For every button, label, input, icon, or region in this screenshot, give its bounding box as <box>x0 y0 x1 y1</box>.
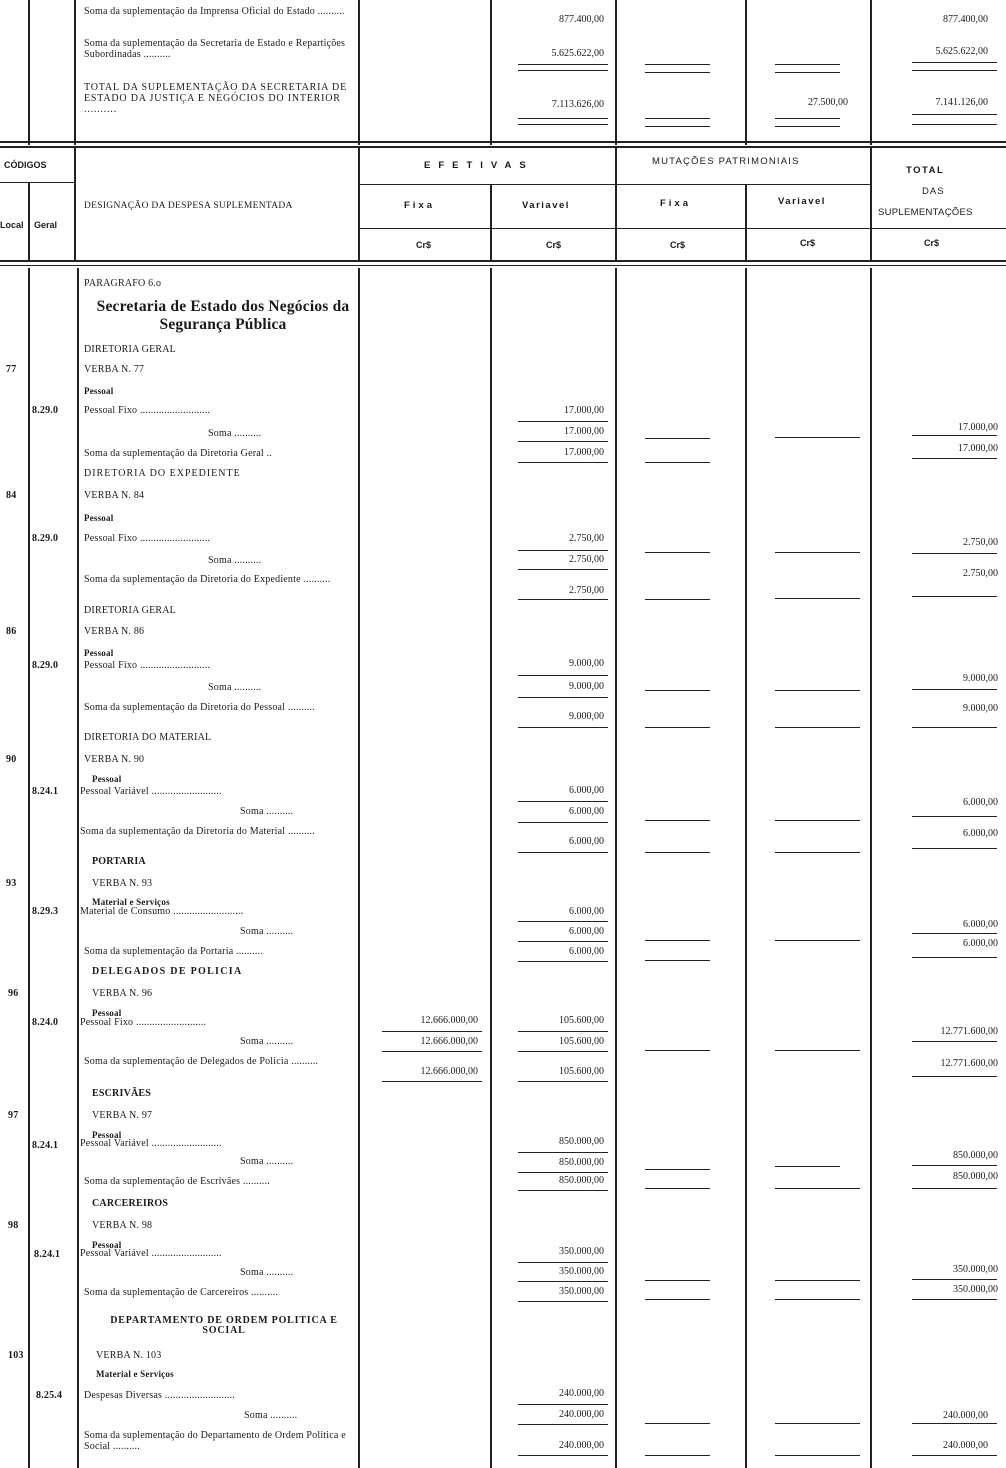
rule <box>518 1081 608 1082</box>
rule <box>775 1299 860 1300</box>
sup-3: Soma da suplementação da Diretoria do Pessoal .......... <box>84 702 315 713</box>
verba-98: VERBA N. 98 <box>92 1220 153 1231</box>
rule <box>912 1041 997 1042</box>
rule <box>518 961 608 962</box>
rule <box>518 64 608 65</box>
rule <box>518 822 608 823</box>
rule <box>358 184 870 185</box>
rule <box>912 933 997 934</box>
mat-consumo-5: Material de Consumo .......................... <box>80 906 244 917</box>
rule <box>775 1166 840 1167</box>
total-2b: 2.750,00 <box>963 568 998 579</box>
header-bottom-rule-2 <box>0 265 1006 266</box>
verba-86: VERBA N. 86 <box>84 626 145 637</box>
rule <box>912 727 997 728</box>
dir-mat-heading: DIRETORIA DO MATERIAL <box>84 732 212 743</box>
sup-9: Soma da suplementação do Departamento de Ordem Politica e Social .......... <box>84 1430 346 1452</box>
rule <box>912 1076 997 1077</box>
top-row-2-variavel: 5.625.622,00 <box>551 48 604 59</box>
sup-var-6: 105.600,00 <box>559 1066 604 1077</box>
pessoal-fixo-6: Pessoal Fixo .......................... <box>80 1017 207 1028</box>
top-row-1-total: 877.400,00 <box>943 14 988 25</box>
hdr-cr-mvar: Cr$ <box>800 238 816 248</box>
hdr-efetivas: EFETIVAS <box>424 160 534 171</box>
soma-3: Soma .......... <box>208 682 262 693</box>
sup-var-8: 350.000,00 <box>559 1286 604 1297</box>
header-bottom-rule <box>0 260 1006 262</box>
top-row-3-label: TOTAL DA SUPLEMENTAÇÃO DA SECRETARIA DE ESTADO DA JUSTIÇA E NEGÓCIOS DO INTERIOR .......... <box>84 82 347 115</box>
total-3a: 9.000,00 <box>963 673 998 684</box>
rule <box>912 848 997 849</box>
rule <box>518 1031 608 1032</box>
rule <box>518 1172 608 1173</box>
total-1a: 17.000,00 <box>958 422 998 433</box>
pessoal-var-4: Pessoal Variável .......................... <box>80 786 222 797</box>
rule <box>645 852 710 853</box>
var-4: 6.000,00 <box>569 785 604 796</box>
code-90: 90 <box>6 754 17 765</box>
pessoal-3: Pessoal <box>84 648 114 658</box>
dir-geral2-heading: DIRETORIA GERAL <box>84 605 176 616</box>
soma-var-1: 17.000,00 <box>564 426 604 437</box>
sup-4: Soma da suplementação da Diretoria do Material .......... <box>80 826 315 837</box>
rule <box>912 114 997 115</box>
rule <box>358 228 870 229</box>
section-separator-2 <box>0 146 1006 148</box>
hdr-line-mvar <box>745 184 747 262</box>
rule <box>518 124 608 125</box>
sup-var-3: 9.000,00 <box>569 711 604 722</box>
soma-var-4: 6.000,00 <box>569 806 604 817</box>
geral-code-1: 8.29.0 <box>32 405 59 416</box>
rule <box>775 118 840 119</box>
var-2: 2.750,00 <box>569 533 604 544</box>
rule <box>518 1424 608 1425</box>
code-84: 84 <box>6 490 17 501</box>
pessoal-var-7: Pessoal Variável .......................... <box>80 1138 222 1149</box>
rule <box>912 553 997 554</box>
geral-code-8: 8.24.1 <box>34 1249 61 1260</box>
total-8b: 350.000,00 <box>953 1284 998 1295</box>
rule <box>645 690 710 691</box>
rule <box>912 816 997 817</box>
rule <box>912 1455 997 1456</box>
geral-code-7: 8.24.1 <box>32 1140 59 1151</box>
rule <box>912 458 997 459</box>
hdr-mutacoes: MUTAÇÕES PATRIMONIAIS <box>652 156 800 167</box>
var-7: 850.000,00 <box>559 1136 604 1147</box>
rule <box>645 1423 710 1424</box>
rule <box>518 801 608 802</box>
rule <box>645 72 710 73</box>
hdr-cr-fixa: Cr$ <box>416 240 432 250</box>
pessoal-7: Pessoal <box>92 1130 122 1140</box>
rule <box>645 940 710 941</box>
rule <box>645 462 710 463</box>
verba-96: VERBA N. 96 <box>92 988 153 999</box>
rule <box>518 1281 608 1282</box>
verba-90: VERBA N. 90 <box>84 754 145 765</box>
total-1b: 17.000,00 <box>958 443 998 454</box>
rule <box>518 852 608 853</box>
soma-var-3: 9.000,00 <box>569 681 604 692</box>
top-row-1-variavel: 877.400,00 <box>559 14 604 25</box>
geral-code-9: 8.25.4 <box>36 1390 63 1401</box>
body-line-variavel <box>490 268 492 1468</box>
hdr-designacao: DESIGNAÇÃO DA DESPESA SUPLEMENTADA <box>84 201 293 211</box>
total-9b: 240.000,00 <box>943 1440 988 1451</box>
code-77: 77 <box>6 364 17 375</box>
rule <box>775 598 860 599</box>
rule <box>518 421 608 422</box>
code-93: 93 <box>6 878 17 889</box>
rule <box>518 441 608 442</box>
soma-var-7: 850.000,00 <box>559 1157 604 1168</box>
fixa-6: 12.666.000,00 <box>420 1015 478 1026</box>
body-line-total <box>870 268 872 1468</box>
delegados-heading: DELEGADOS DE POLICIA <box>92 966 243 977</box>
hdr-cr-variavel: Cr$ <box>546 240 562 250</box>
pessoal-6: Pessoal <box>92 1008 122 1018</box>
body-line-fixa <box>358 268 360 1468</box>
pessoal-fixo-2: Pessoal Fixo .......................... <box>84 533 211 544</box>
rule <box>912 62 997 63</box>
mat-serv-5: Material e Serviços <box>92 897 170 907</box>
soma-6: Soma .......... <box>240 1036 294 1047</box>
rule <box>518 1404 608 1405</box>
sup-2: Soma da suplementação da Diretoria do Expediente .......... <box>84 574 331 585</box>
rule <box>518 70 608 71</box>
pessoal-8: Pessoal <box>92 1240 122 1250</box>
rule <box>645 552 710 553</box>
soma-var-2: 2.750,00 <box>569 554 604 565</box>
rule <box>382 1051 482 1052</box>
rule <box>912 124 997 125</box>
rule <box>645 126 710 127</box>
total-5a: 6.000,00 <box>963 919 998 930</box>
rule <box>775 552 860 553</box>
hdr-mvariavel: Variavel <box>778 196 826 207</box>
verba-97: VERBA N. 97 <box>92 1110 153 1121</box>
rule <box>775 64 840 65</box>
rule <box>645 118 710 119</box>
hdr-das: DAS <box>922 186 945 197</box>
body-line-mvar <box>745 268 747 1468</box>
col-line-designacao <box>74 0 76 145</box>
rule <box>775 1455 860 1456</box>
escrivaes-heading: ESCRIVÃES <box>92 1088 152 1099</box>
rule <box>645 64 710 65</box>
hdr-mfixa: Fixa <box>660 198 692 209</box>
top-row-1-label: Soma da suplementação da Imprensa Oficial do Estado .......... <box>84 6 345 17</box>
rule <box>645 1188 710 1189</box>
rule <box>645 438 710 439</box>
soma-8: Soma .......... <box>240 1267 294 1278</box>
dir-geral-heading: DIRETORIA GERAL <box>84 344 176 355</box>
rule <box>912 596 997 597</box>
col-line-fixa <box>358 0 360 145</box>
verba-77: VERBA N. 77 <box>84 364 145 375</box>
sup-var-1: 17.000,00 <box>564 447 604 458</box>
rule <box>912 689 997 690</box>
rule <box>382 1081 482 1082</box>
pessoal-4: Pessoal <box>92 774 122 784</box>
code-98: 98 <box>8 1220 19 1231</box>
sup-1: Soma da suplementação da Diretoria Geral .. <box>84 448 272 459</box>
sup-var-9: 240.000,00 <box>559 1440 604 1451</box>
rule <box>775 437 860 438</box>
sup-var-7: 850.000,00 <box>559 1175 604 1186</box>
code-96: 96 <box>8 988 19 999</box>
verba-93: VERBA N. 93 <box>92 878 153 889</box>
rule <box>775 72 840 73</box>
rule <box>912 1279 997 1280</box>
body-line-designacao <box>77 268 79 1468</box>
rule <box>912 70 997 71</box>
rule <box>382 1031 482 1032</box>
hdr-cr-mfixa: Cr$ <box>670 240 686 250</box>
rule <box>775 852 860 853</box>
rule <box>518 569 608 570</box>
pessoal-2: Pessoal <box>84 513 114 523</box>
col-line-total <box>870 0 872 145</box>
rule <box>645 1050 710 1051</box>
rule <box>0 182 74 183</box>
soma-5: Soma .......... <box>240 926 294 937</box>
code-97: 97 <box>8 1110 19 1121</box>
rule <box>912 1165 997 1166</box>
sup-5: Soma da suplementação da Portaria .......... <box>84 946 264 957</box>
soma-7: Soma .......... <box>240 1156 294 1167</box>
code-103: 103 <box>8 1350 24 1361</box>
var-1: 17.000,00 <box>564 405 604 416</box>
total-8a: 350.000,00 <box>953 1264 998 1275</box>
sup-var-4: 6.000,00 <box>569 836 604 847</box>
body-line-geral <box>28 268 30 1468</box>
hdr-local: Local <box>0 220 24 230</box>
rule <box>518 599 608 600</box>
rule <box>518 1152 608 1153</box>
rule <box>518 1262 608 1263</box>
dops-heading: DEPARTAMENTO DE ORDEM POLITICA E SOCIAL <box>110 1315 338 1336</box>
secretaria-title: Secretaria de Estado dos Negócios da Segurança Pública <box>96 298 350 333</box>
hdr-geral: Geral <box>34 220 58 230</box>
despesas-diversas-9: Despesas Diversas .......................... <box>84 1390 236 1401</box>
col-line-mfixa <box>615 0 617 145</box>
hdr-line-mfixa <box>615 148 617 262</box>
total-5b: 6.000,00 <box>963 938 998 949</box>
col-line-variavel <box>490 0 492 145</box>
total-2a: 2.750,00 <box>963 537 998 548</box>
rule <box>518 675 608 676</box>
hdr-suplementacoes: SUPLEMENTAÇÕES <box>878 207 973 218</box>
rule <box>518 921 608 922</box>
geral-code-5: 8.29.3 <box>32 906 59 917</box>
top-row-2-total: 5.625.622,00 <box>935 46 988 57</box>
rule <box>775 727 860 728</box>
hdr-line-designacao <box>74 148 76 262</box>
geral-code-3: 8.29.0 <box>32 660 59 671</box>
sup-7: Soma da suplementação de Escrivães .......... <box>84 1176 270 1187</box>
rule <box>645 1299 710 1300</box>
geral-code-2: 8.29.0 <box>32 533 59 544</box>
total-4a: 6.000,00 <box>963 797 998 808</box>
var-3: 9.000,00 <box>569 658 604 669</box>
dir-exp-heading: DIRETORIA DO EXPEDIENTE <box>84 468 241 479</box>
hdr-line-total <box>870 148 872 262</box>
rule <box>645 727 710 728</box>
soma-4: Soma .......... <box>240 806 294 817</box>
hdr-line-variavel <box>490 184 492 262</box>
hdr-line-fixa <box>358 148 360 262</box>
rule <box>912 1188 997 1189</box>
top-row-3-mutvar: 27.500,00 <box>808 97 848 108</box>
rule <box>775 1188 860 1189</box>
var-8: 350.000,00 <box>559 1246 604 1257</box>
mat-serv-9: Material e Serviços <box>96 1369 174 1379</box>
carcereiros-heading: CARCEREIROS <box>92 1198 169 1209</box>
rule <box>645 960 710 961</box>
rule <box>518 941 608 942</box>
code-86: 86 <box>6 626 17 637</box>
sup-8: Soma da suplementação de Carcereiros .......... <box>84 1287 279 1298</box>
total-9a: 240.000,00 <box>943 1410 988 1421</box>
rule <box>775 1050 860 1051</box>
soma-var-5: 6.000,00 <box>569 926 604 937</box>
rule <box>775 690 860 691</box>
rule <box>518 550 608 551</box>
rule <box>518 1301 608 1302</box>
total-6b: 12.771.600,00 <box>940 1058 998 1069</box>
rule <box>775 820 860 821</box>
total-3b: 9.000,00 <box>963 703 998 714</box>
rule <box>518 462 608 463</box>
rule <box>912 1299 997 1300</box>
col-line-mvar <box>745 0 747 145</box>
rule <box>645 1280 710 1281</box>
verba-84: VERBA N. 84 <box>84 490 145 501</box>
rule <box>518 727 608 728</box>
hdr-fixa: Fixa <box>404 200 436 211</box>
soma-var-6: 105.600,00 <box>559 1036 604 1047</box>
rule <box>518 697 608 698</box>
top-row-2-label: Soma da suplementação da Secretaria de Estado e Repartições Subordinadas .......... <box>84 38 346 60</box>
rule <box>518 1455 608 1456</box>
total-6a: 12.771.600,00 <box>940 1026 998 1037</box>
soma-1: Soma .......... <box>208 428 262 439</box>
soma-9: Soma .......... <box>244 1410 298 1421</box>
section-separator <box>0 141 1006 143</box>
rule <box>518 1190 608 1191</box>
fixa-soma-6: 12.666.000,00 <box>420 1036 478 1047</box>
col-line-geral <box>28 0 30 145</box>
var-9: 240.000,00 <box>559 1388 604 1399</box>
sup-var-2: 2.750,00 <box>569 585 604 596</box>
rule <box>870 228 1006 229</box>
body-line-mfixa <box>615 268 617 1468</box>
rule <box>775 126 840 127</box>
verba-103: VERBA N. 103 <box>96 1350 162 1361</box>
rule <box>645 599 710 600</box>
rule <box>518 118 608 119</box>
rule <box>645 1455 710 1456</box>
hdr-total: TOTAL <box>906 165 945 176</box>
pessoal-var-8: Pessoal Variável .......................... <box>80 1248 222 1259</box>
soma-var-9: 240.000,00 <box>559 1409 604 1420</box>
top-row-3-total: 7.141.126,00 <box>935 97 988 108</box>
paragrafo: PARAGRAFO 6.o <box>84 278 162 289</box>
rule <box>645 820 710 821</box>
sup-var-5: 6.000,00 <box>569 946 604 957</box>
rule <box>518 1051 608 1052</box>
total-4b: 6.000,00 <box>963 828 998 839</box>
var-5: 6.000,00 <box>569 906 604 917</box>
hdr-variavel: Variavel <box>522 200 570 211</box>
total-7a: 850.000,00 <box>953 1150 998 1161</box>
hdr-cr-total: Cr$ <box>924 238 940 248</box>
rule <box>775 1280 860 1281</box>
rule <box>775 940 860 941</box>
total-7b: 850.000,00 <box>953 1171 998 1182</box>
soma-var-8: 350.000,00 <box>559 1266 604 1277</box>
rule <box>645 1169 710 1170</box>
rule <box>912 435 997 436</box>
portaria-heading: PORTARIA <box>92 856 146 867</box>
geral-code-4: 8.24.1 <box>32 786 59 797</box>
pessoal-1: Pessoal <box>84 386 114 396</box>
pessoal-fixo-3: Pessoal Fixo .......................... <box>84 660 211 671</box>
geral-code-6: 8.24.0 <box>32 1017 59 1028</box>
pessoal-fixo-1: Pessoal Fixo .......................... <box>84 405 211 416</box>
hdr-codigos: CÓDIGOS <box>4 160 47 170</box>
soma-2: Soma .......... <box>208 555 262 566</box>
sup-6: Soma da suplementação de Delegados de Policia .......... <box>84 1056 319 1067</box>
top-row-3-variavel: 7.113.626,00 <box>551 99 604 110</box>
hdr-line-geral <box>28 182 30 262</box>
var-6: 105.600,00 <box>559 1015 604 1026</box>
rule <box>912 1423 997 1424</box>
fixa-sup-6: 12.666.000,00 <box>420 1066 478 1077</box>
rule <box>775 1423 860 1424</box>
rule <box>912 957 997 958</box>
